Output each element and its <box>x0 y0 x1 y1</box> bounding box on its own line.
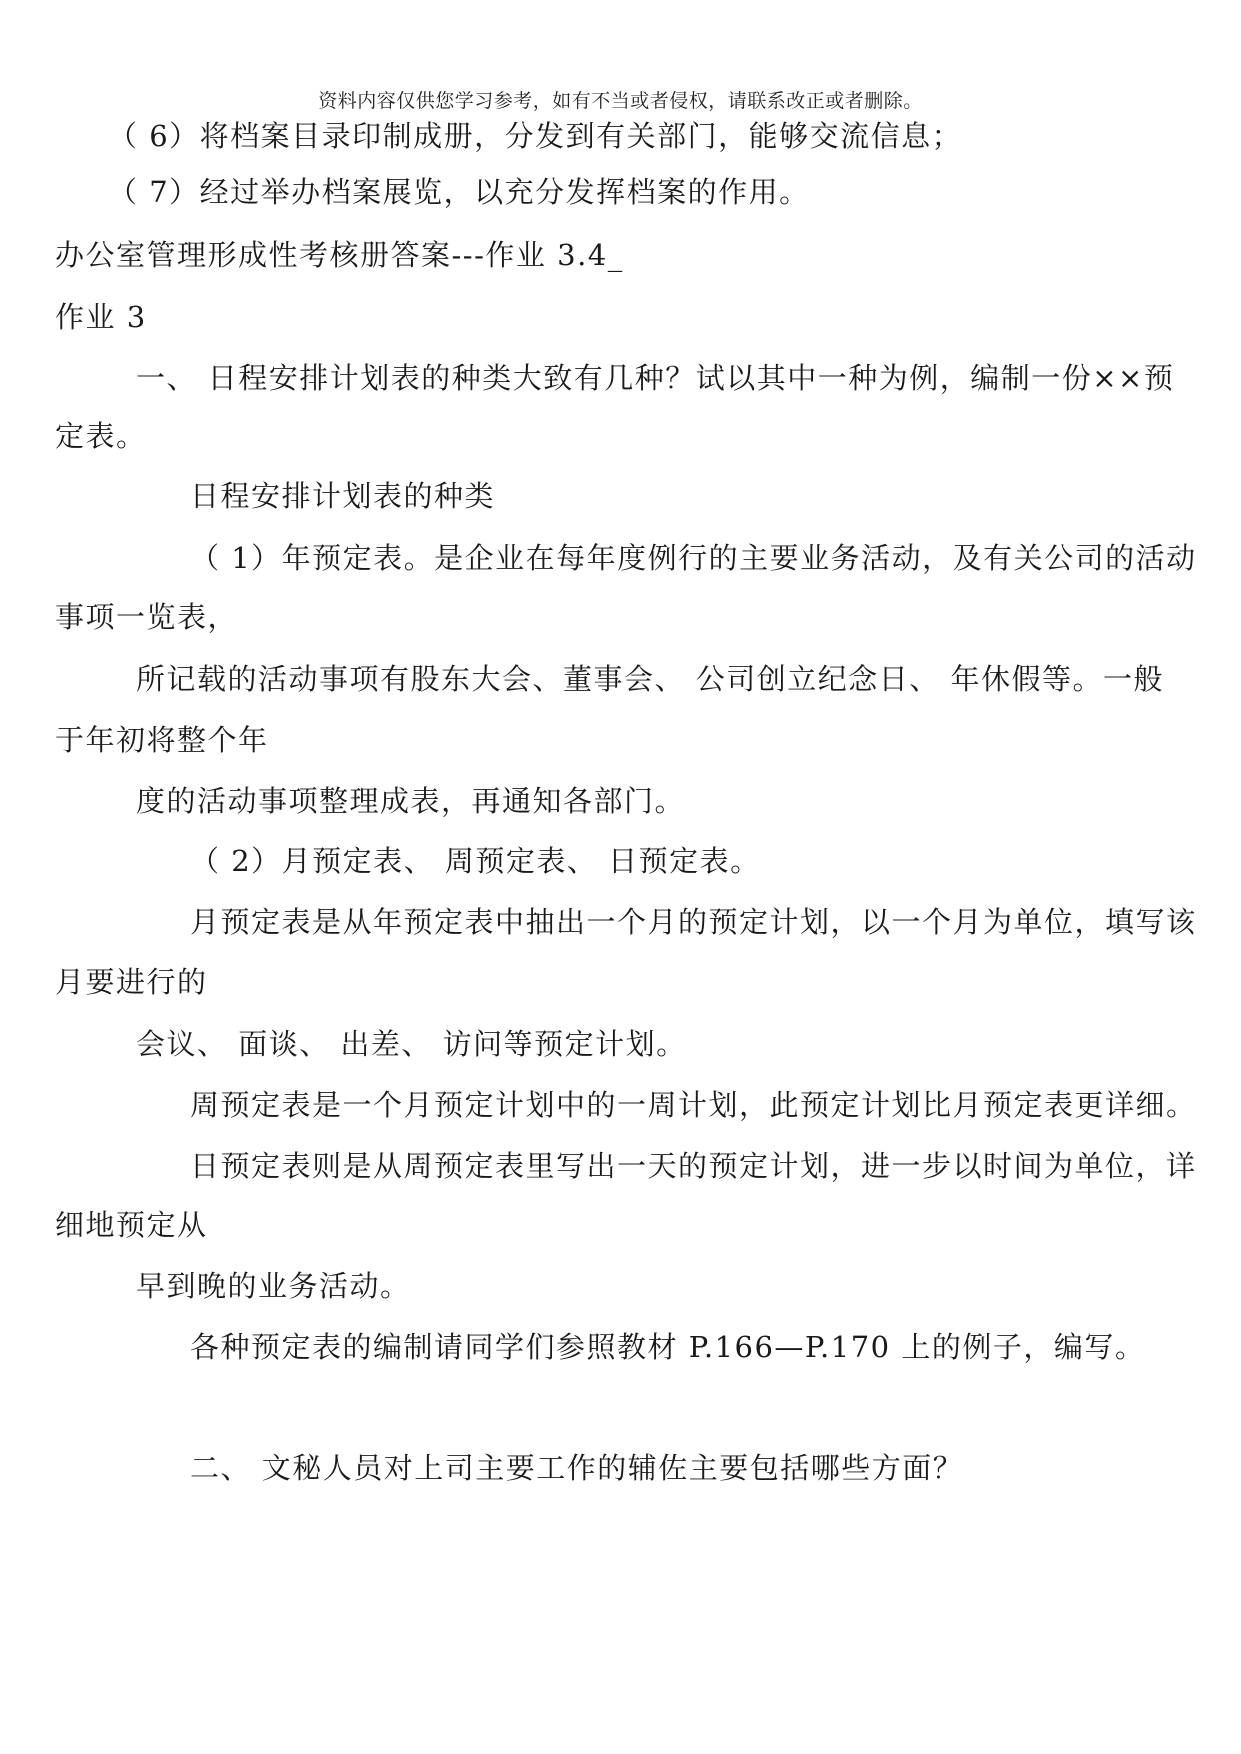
monthly-plan-line-3: 会议、 面谈、 出差、 访问等预定计划。 <box>136 1027 687 1061</box>
document-title: 办公室管理形成性考核册答案---作业 3.4_ <box>55 238 624 272</box>
answer-item-1-line-1: （ 1）年预定表。是企业在每年度例行的主要业务活动，及有关公司的活动 <box>190 541 1197 575</box>
question-1-line-1: 一、 日程安排计划表的种类大致有几种？试以其中一种为例，编制一份××预 <box>136 361 1175 395</box>
answer-item-1-line-2: 事项一览表， <box>55 600 239 634</box>
weekly-plan-line: 周预定表是一个月预定计划中的一周计划，此预定计划比月预定表更详细。 <box>190 1088 1197 1122</box>
answer-subheading: 日程安排计划表的种类 <box>190 479 496 513</box>
answer-paragraph-line-3: 度的活动事项整理成表，再通知各部门。 <box>136 784 686 818</box>
header-note: 资料内容仅供您学习参考，如有不当或者侵权，请联系改正或者删除。 <box>318 90 923 112</box>
section-heading-assignment-3: 作业 3 <box>55 300 147 334</box>
answer-paragraph-line-1: 所记载的活动事项有股东大会、董事会、 公司创立纪念日、 年休假等。一般 <box>136 662 1164 696</box>
monthly-plan-line-1: 月预定表是从年预定表中抽出一个月的预定计划，以一个月为单位，填写该 <box>190 905 1197 939</box>
text-line-item-6: （ 6）将档案目录印制成册，分发到有关部门，能够交流信息； <box>108 119 963 153</box>
monthly-plan-line-2: 月要进行的 <box>55 965 208 999</box>
answer-item-2: （ 2）月预定表、 周预定表、 日预定表。 <box>190 844 761 878</box>
text-line-item-7: （ 7）经过举办档案展览，以充分发挥档案的作用。 <box>108 175 810 209</box>
question-2-line: 二、 文秘人员对上司主要工作的辅佐主要包括哪些方面？ <box>190 1451 964 1485</box>
daily-plan-line-1: 日预定表则是从周预定表里写出一天的预定计划，进一步以时间为单位，详 <box>190 1149 1197 1183</box>
question-1-line-2: 定表。 <box>55 419 147 453</box>
answer-paragraph-line-2: 于年初将整个年 <box>55 723 269 757</box>
daily-plan-line-3: 早到晚的业务活动。 <box>136 1269 411 1303</box>
daily-plan-line-2: 细地预定从 <box>55 1208 208 1242</box>
textbook-reference-line: 各种预定表的编制请同学们参照教材 P.166—P.170 上的例子，编写。 <box>190 1330 1146 1364</box>
